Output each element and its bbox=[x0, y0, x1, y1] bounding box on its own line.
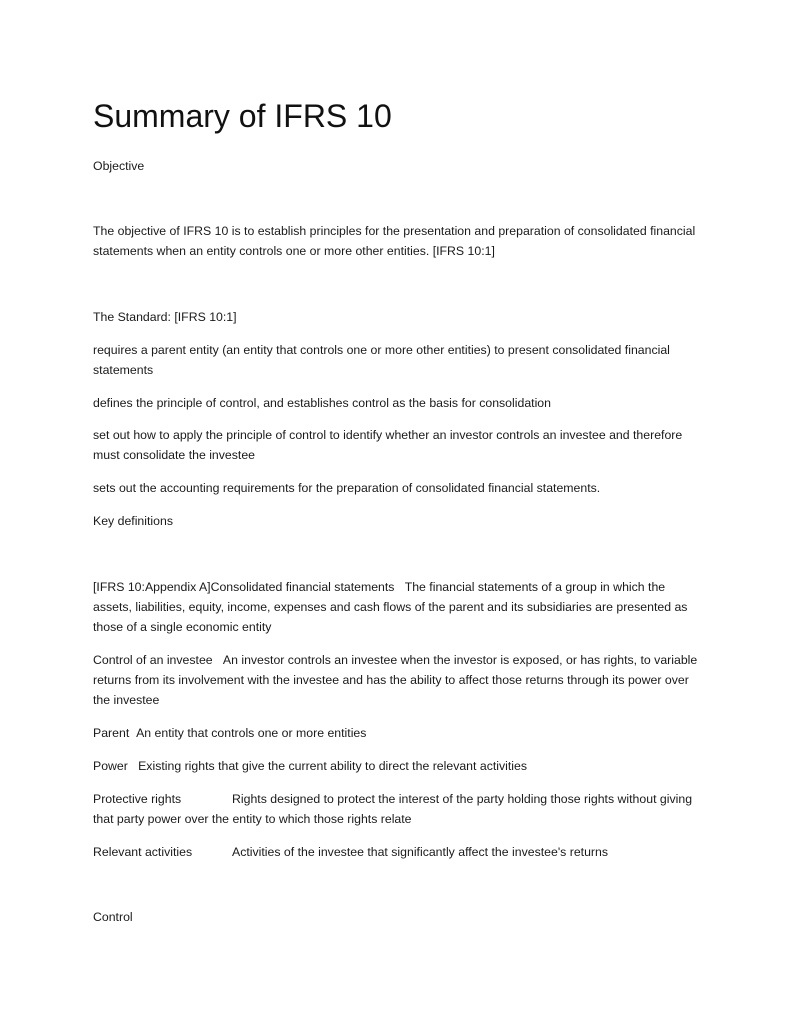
definition-protective-rights bbox=[93, 789, 705, 829]
definition-term: Parent bbox=[93, 726, 130, 740]
definition-text: An entity that controls one or more entities bbox=[136, 726, 367, 740]
objective-heading: Objective bbox=[93, 159, 145, 173]
definition-term: Control of an investee bbox=[93, 653, 213, 667]
definition-text: The financial statements of a group in which the assets, liabilities, equity, income, expenses and cash flows of the parent and its subsidiaries are presented as those of a single economic entity bbox=[93, 580, 688, 634]
definition-power bbox=[93, 756, 705, 776]
standard-heading: The Standard: [IFRS 10:1] bbox=[93, 310, 237, 324]
standard-item-4: sets out the accounting requirements for the preparation of consolidated financial statements. bbox=[93, 481, 601, 495]
definition-text: Rights designed to protect the interest of the party holding those rights without giving that party power over the entity to which those rights relate bbox=[93, 792, 693, 826]
objective-paragraph: The objective of IFRS 10 is to establish principles for the presentation and preparation of consolidated financial statements when an entity controls one or more other entities. [IFRS 10:1] bbox=[93, 224, 696, 258]
definition-term: Protective rights bbox=[93, 792, 182, 806]
definitions-heading: Key definitions bbox=[93, 514, 173, 528]
definition-text: Existing rights that give the current ability to direct the relevant activities bbox=[138, 759, 528, 773]
definition-control bbox=[93, 650, 705, 710]
standard-item-1: requires a parent entity (an entity that controls one or more other entities) to present consolidated financial statements bbox=[93, 343, 670, 377]
definition-relevant-activities bbox=[93, 842, 705, 862]
definition-consolidated-fs bbox=[93, 577, 705, 637]
control-heading: Control bbox=[93, 910, 133, 924]
page-title: Summary of IFRS 10 bbox=[93, 98, 392, 134]
definition-term: Power bbox=[93, 759, 128, 773]
definition-term: [IFRS 10:Appendix A]Consolidated financial statements bbox=[93, 580, 395, 594]
standard-item-3: set out how to apply the principle of control to identify whether an investor controls an investee and therefore must consolidate the investee bbox=[93, 428, 683, 462]
definition-term: Relevant activities bbox=[93, 845, 193, 859]
definition-text: Activities of the investee that significantly affect the investee's returns bbox=[232, 845, 609, 859]
definition-text: An investor controls an investee when the investor is exposed, or has rights, to variable returns from its involvement with the investee and has the ability to affect those returns through its power over the investee bbox=[93, 653, 698, 707]
definition-parent bbox=[93, 723, 705, 743]
standard-item-2: defines the principle of control, and establishes control as the basis for consolidation bbox=[93, 396, 551, 410]
